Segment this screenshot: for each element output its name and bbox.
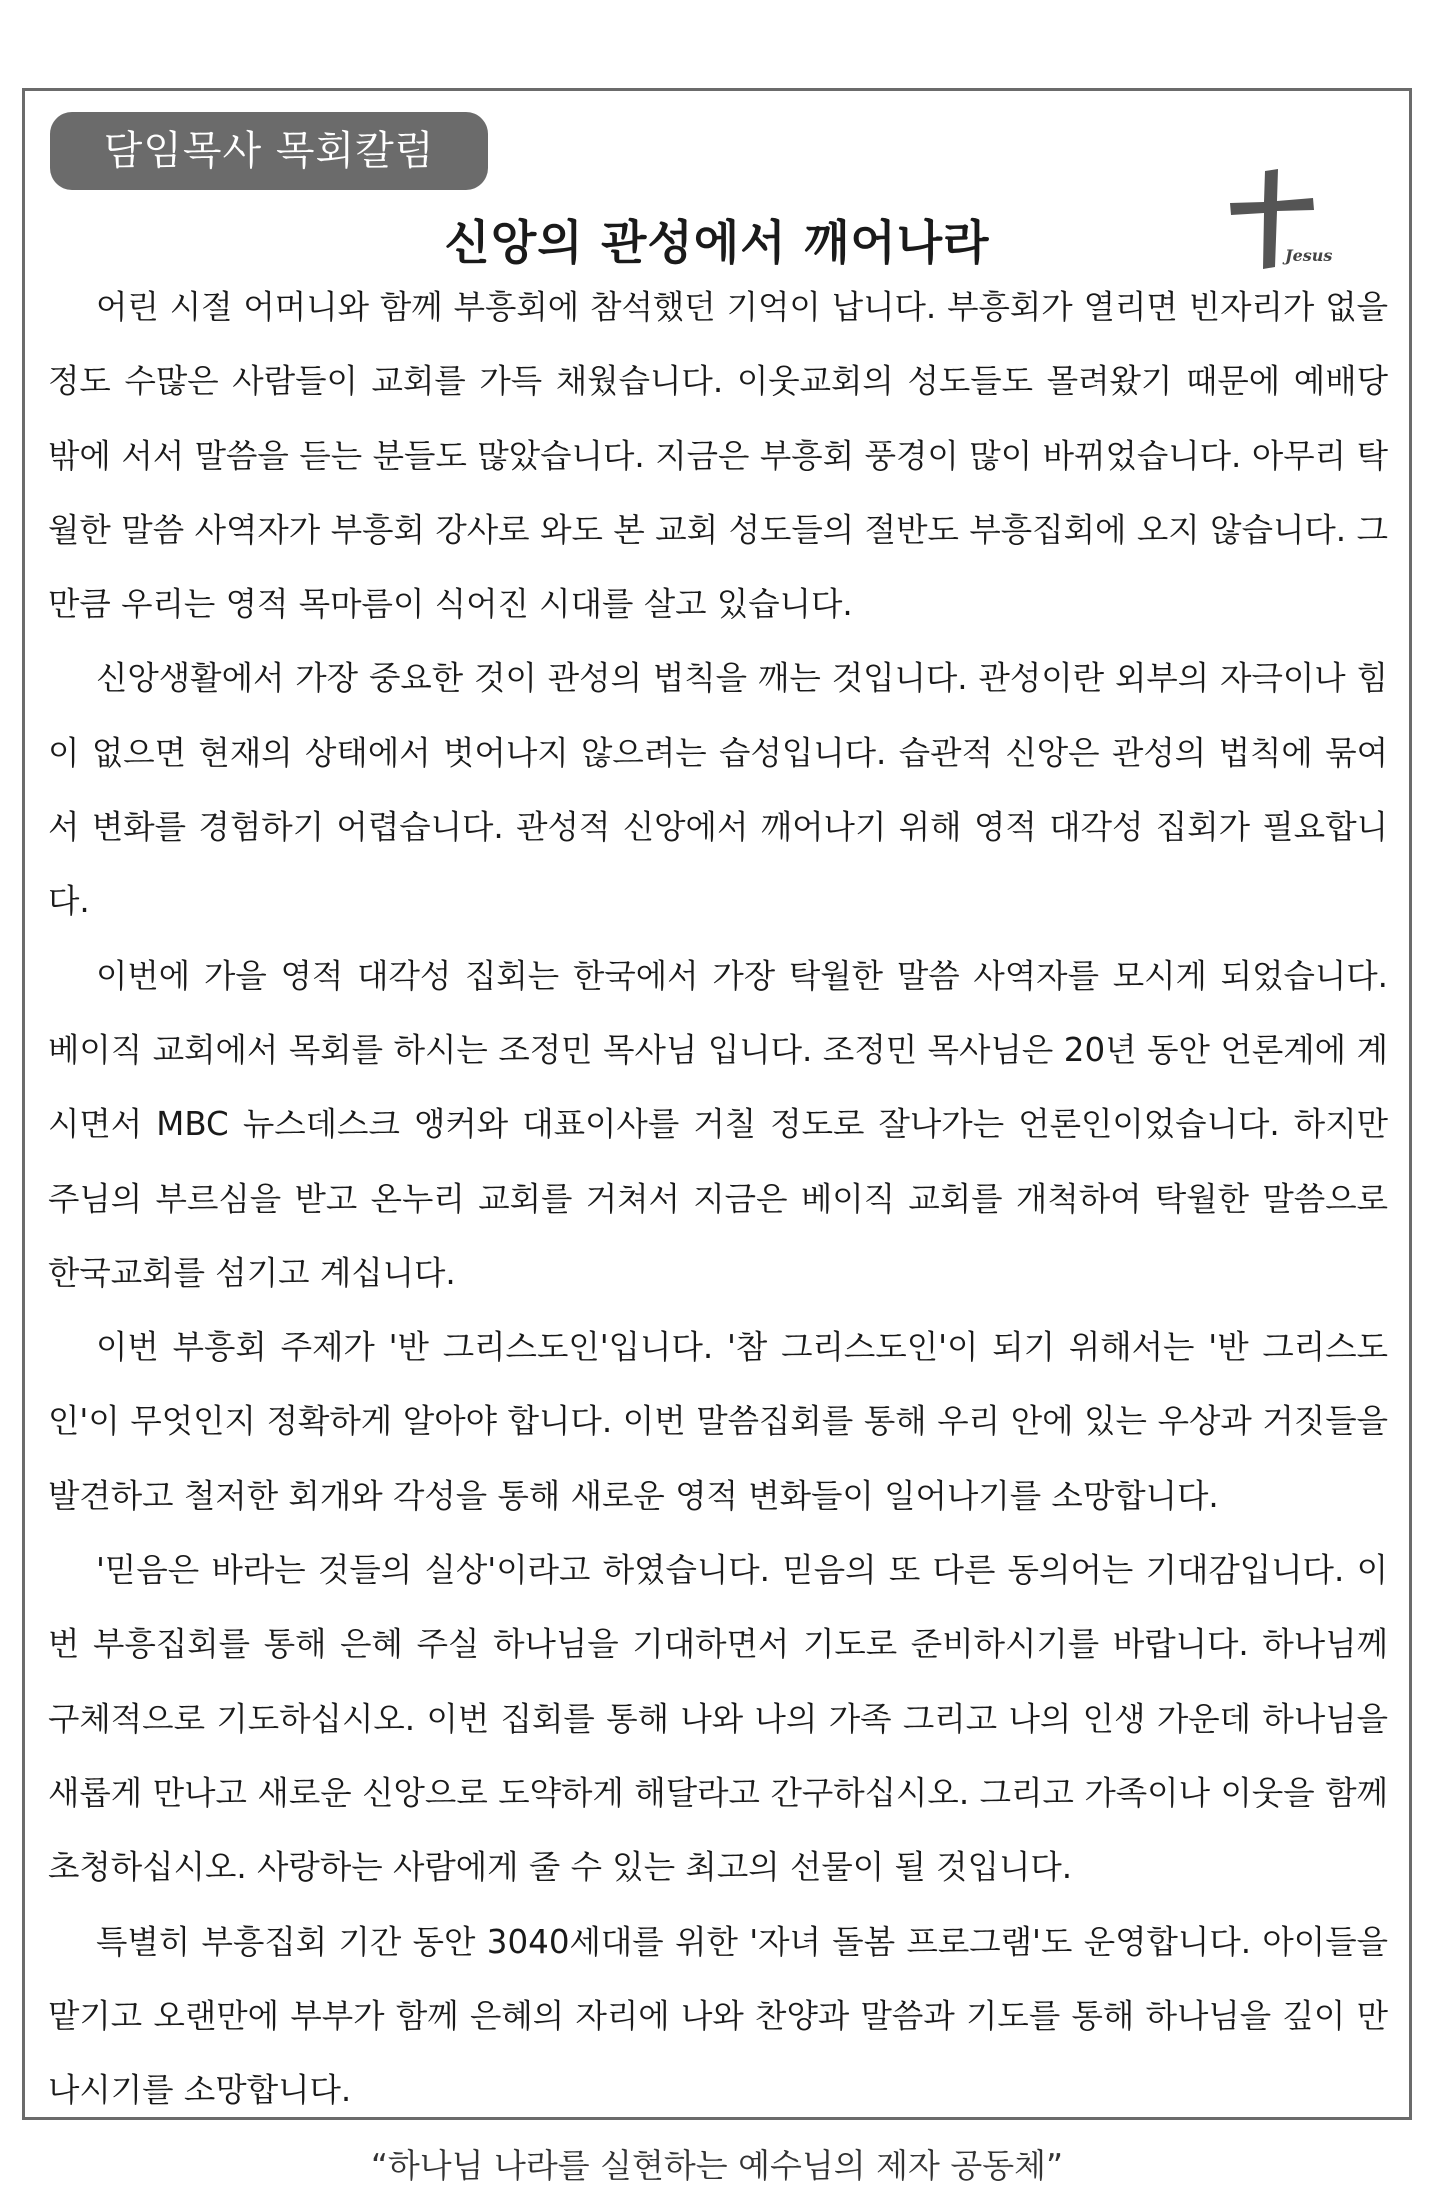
paragraph: 특별히 부흥집회 기간 동안 3040세대를 위한 '자녀 돌봄 프로그램'도 운영합니다. 아이들을 맡기고 오랜만에 부부가 함께 은혜의 자리에 나와 찬양과 말씀과 기도를 통해 하나님을 깊이 만나시기를 소망합니다.	[48, 1922, 1388, 2110]
paragraph: '믿음은 바라는 것들의 실상'이라고 하였습니다. 믿음의 또 다른 동의어는 기대감입니다. 이번 부흥집회를 통해 은혜 주실 하나님을 기대하면서 기도로 준비하시기를 바랍니다. 하나님께 구체적으로 기도하십시오. 이번 집회를 통해 나와 나의 가족 그리고 나의 인생 가운데 하나님을 새롭게 만나고 새로운 신앙으로 도약하게 해달라고 간구하십시오. 그리고 가족이나 이웃을 함께 초청하십시오. 사랑하는 사람에게 줄 수 있는 최고의 선물이 될 것입니다.	[48, 1551, 1388, 1887]
paragraph: 신앙생활에서 가장 중요한 것이 관성의 법칙을 깨는 것입니다. 관성이란 외부의 자극이나 힘이 없으면 현재의 상태에서 벗어나지 않으려는 습성입니다. 습관적 신앙은 관성의 법칙에 묶여서 변화를 경험하기 어렵습니다. 관성적 신앙에서 깨어나기 위해 영적 대각성 집회가 필요합니다.	[48, 659, 1388, 921]
jesus-cross-logo	[1225, 165, 1345, 275]
column-body	[48, 270, 1388, 2127]
footer-slogan: “하나님 나라를 실현하는 예수님의 제자 공동체”	[370, 2146, 1064, 2185]
logo-text: Jesus	[1285, 246, 1333, 265]
paragraph: 어린 시절 어머니와 함께 부흥회에 참석했던 기억이 납니다. 부흥회가 열리면 빈자리가 없을 정도 수많은 사람들이 교회를 가득 채웠습니다. 이웃교회의 성도들도 몰려왔기 때문에 예배당 밖에 서서 말씀을 듣는 분들도 많았습니다. 지금은 부흥회 풍경이 많이 바뀌었습니다. 아무리 탁월한 말씀 사역자가 부흥회 강사로 와도 본 교회 성도들의 절반도 부흥집회에 오지 않습니다. 그만큼 우리는 영적 목마름이 식어진 시대를 살고 있습니다.	[48, 288, 1388, 624]
column-badge: 담임목사 목회칼럼	[50, 112, 488, 190]
column-title: 신앙의 관성에서 깨어나라	[444, 216, 990, 271]
paragraph: 이번에 가을 영적 대각성 집회는 한국에서 가장 탁월한 말씀 사역자를 모시게 되었습니다. 베이직 교회에서 목회를 하시는 조정민 목사님 입니다. 조정민 목사님은 20년 동안 언론계에 계시면서 MBC 뉴스데스크 앵커와 대표이사를 거칠 정도로 잘나가는 언론인이었습니다. 하지만 주님의 부르심을 받고 온누리 교회를 거쳐서 지금은 베이직 교회를 개척하여 탁월한 말씀으로 한국교회를 섬기고 계십니다.	[48, 956, 1388, 1292]
paragraph: 이번 부흥회 주제가 '반 그리스도인'입니다. '참 그리스도인'이 되기 위해서는 '반 그리스도인'이 무엇인지 정확하게 알아야 합니다. 이번 말씀집회를 통해 우리 안에 있는 우상과 거짓들을 발견하고 철저한 회개와 각성을 통해 새로운 영적 변화들이 일어나기를 소망합니다.	[48, 1328, 1388, 1515]
